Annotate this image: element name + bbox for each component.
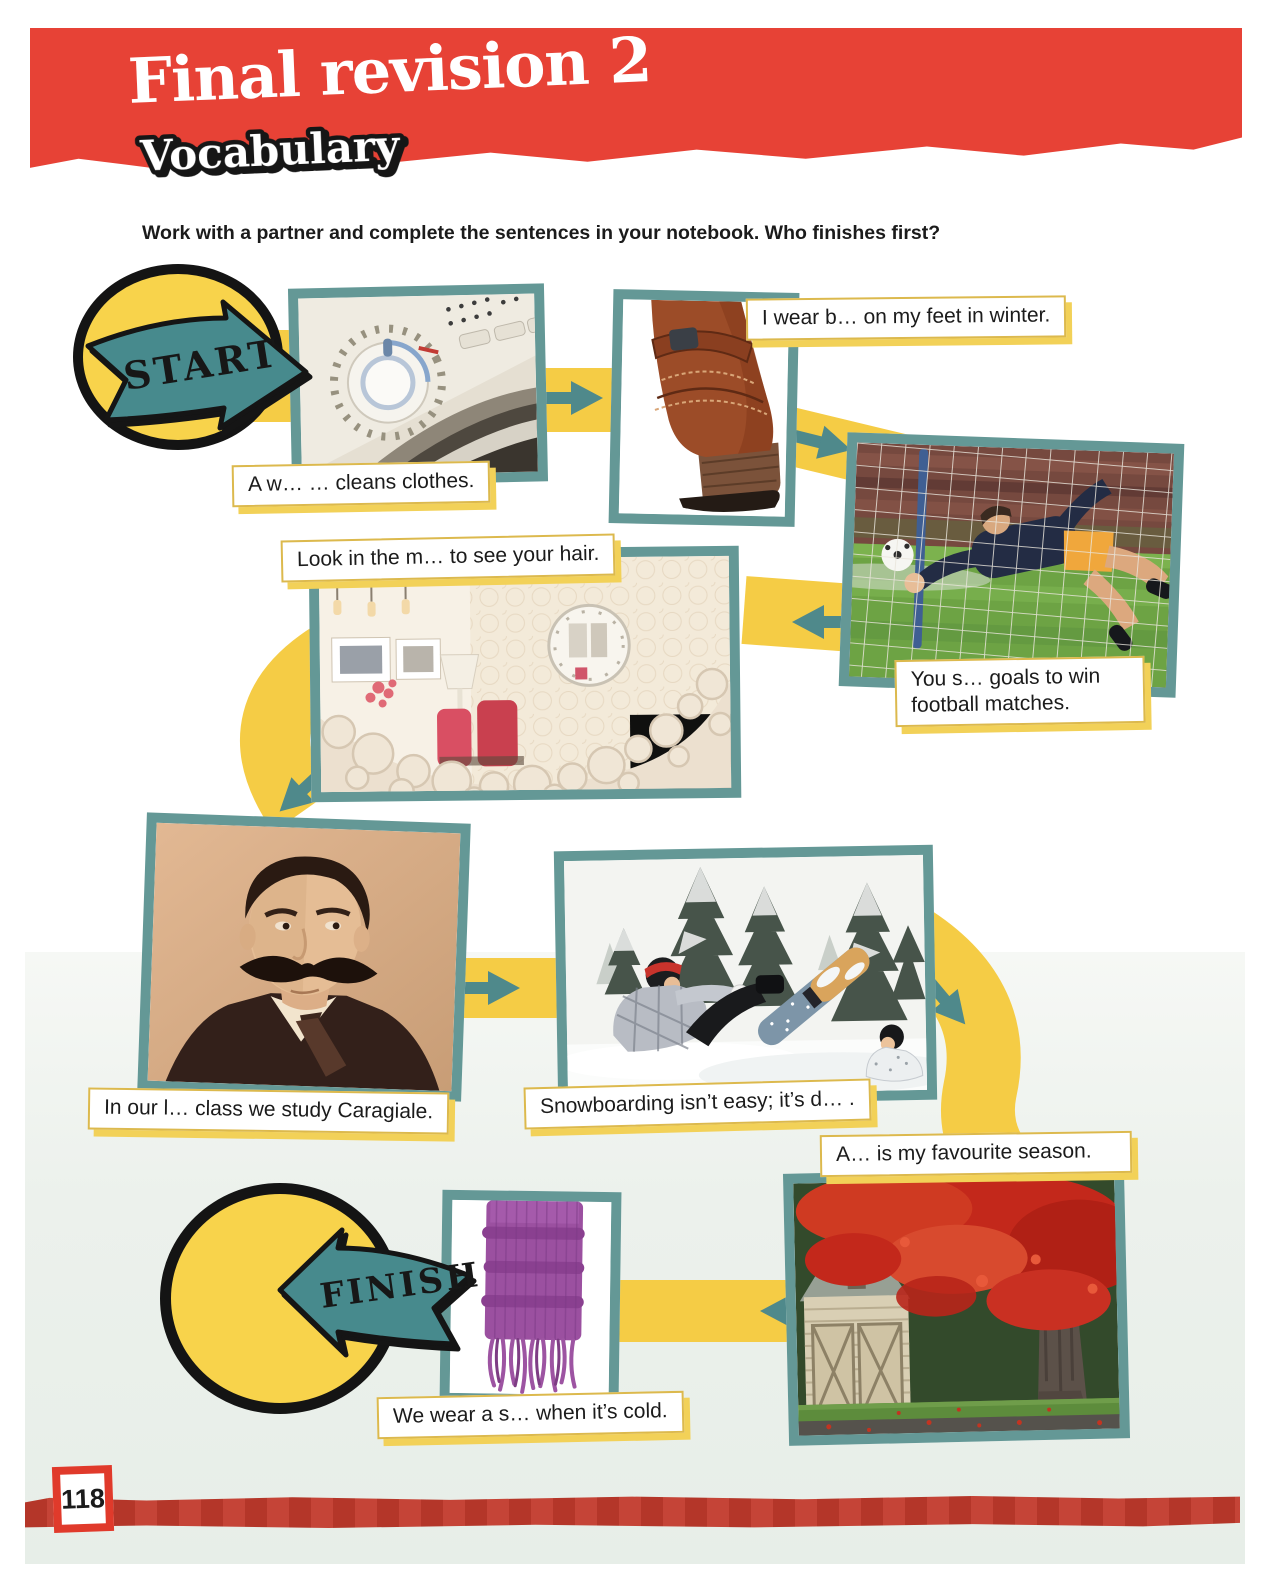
footer-bar: [25, 1496, 1240, 1528]
instruction-text: Work with a partner and complete the sentences in your notebook. Who finishes first?: [142, 222, 941, 244]
mirror-image: [309, 546, 742, 802]
page-title: Final revision 2: [126, 23, 653, 118]
snowboarding-image: [554, 845, 937, 1107]
start-ribbon: [78, 296, 318, 456]
caragiale-portrait-image: [137, 812, 471, 1101]
page-subtitle: Vocabulary: [139, 120, 401, 181]
caption-caragiale: In our l… class we study Caragiale.: [88, 1087, 450, 1134]
caption-boots: I wear b… on my feet in winter.: [746, 295, 1067, 340]
caption-washing-machine: A w… … cleans clothes.: [232, 461, 491, 507]
caption-goalkeeper: You s… goals to win football matches.: [894, 656, 1145, 728]
caption-snowboarding: Snowboarding isn’t easy; it’s d… .: [524, 1078, 872, 1129]
washing-machine-image: [288, 283, 548, 486]
caption-autumn: A… is my favourite season.: [820, 1131, 1133, 1177]
page-number-badge: [52, 1465, 114, 1533]
page-number: 118: [60, 1482, 106, 1515]
caption-mirror: Look in the m… to see your hair.: [281, 534, 616, 583]
autumn-image: [783, 1166, 1130, 1446]
finish-label: FINISH: [317, 1254, 484, 1317]
finish-ribbon: [272, 1222, 487, 1357]
page-subtitle-banner: [130, 114, 490, 194]
caption-scarf: We wear a s… when it’s cold.: [377, 1391, 684, 1439]
start-label: START: [120, 329, 283, 399]
